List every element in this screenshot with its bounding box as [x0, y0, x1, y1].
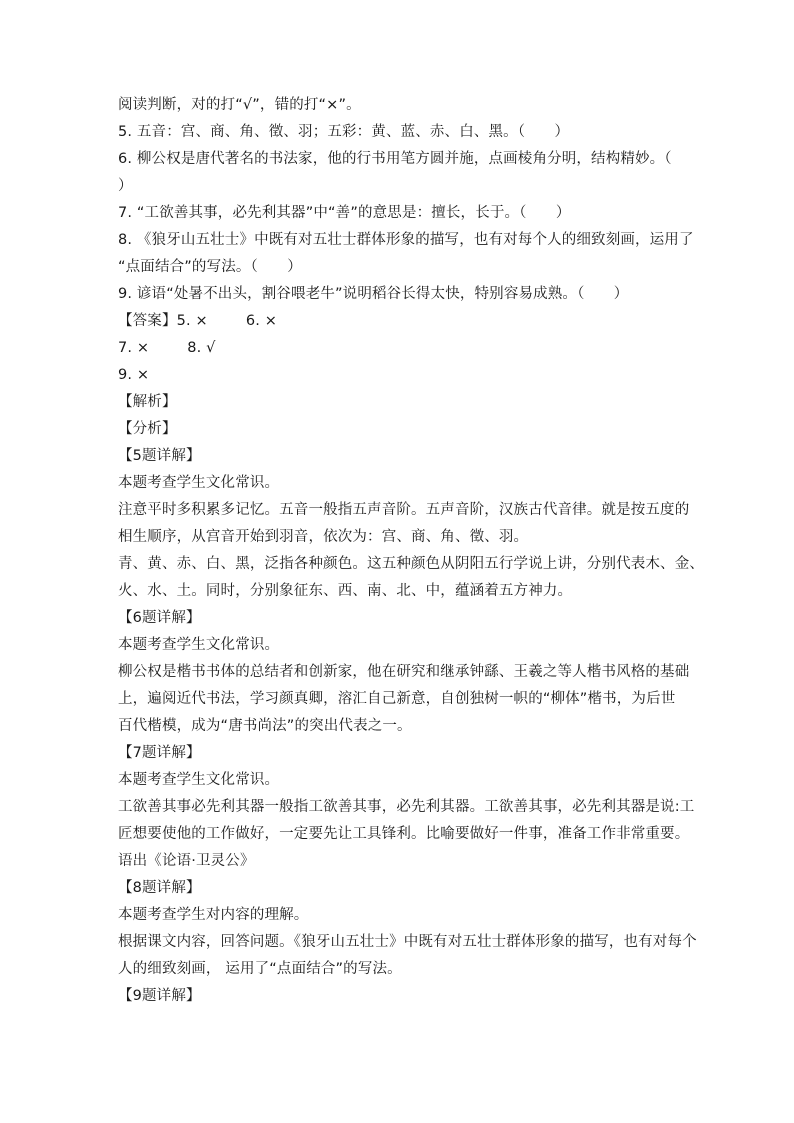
q5-line: 火、水、土。同时，分别象征东、西、南、北、中，蕴涵着五方神力。 — [118, 583, 573, 599]
q6-heading: 【6题详解】 — [118, 610, 201, 626]
q9-heading: 【9题详解】 — [118, 988, 201, 1004]
q7-line: 工欲善其事必先利其器一般指工欲善其事，必先利其器。工欲善其事，必先利其器是说:工 — [118, 799, 695, 815]
q7-line: 本题考查学生文化常识。 — [118, 772, 280, 788]
answer-6: 6. × — [245, 313, 278, 329]
instruction-text: 阅读判断，对的打“√”，错的打“×”。 — [118, 97, 361, 113]
q7-heading: 【7题详解】 — [118, 745, 201, 761]
answer-8: 8. √ — [187, 340, 216, 356]
q5-line: 相生顺序，从宫音开始到羽音，依次为：宫、商、角、徵、羽。 — [118, 529, 529, 545]
question-8: 8. 《狼牙山五壮士》中既有对五壮士群体形象的描写，也有对每个人的细致刻画，运用了 — [118, 232, 694, 248]
q5-line: 青、黄、赤、白、黑，泛指各种颜色。这五种颜色从阴阳五行学说上讲，分别代表木、金、 — [118, 556, 704, 572]
q8-heading: 【8题详解】 — [118, 880, 201, 896]
answer-label: 【答案】 — [118, 313, 177, 329]
q6-line: 柳公权是楷书书体的总结者和创新家，他在研究和继承钟繇、王羲之等人楷书风格的基础 — [118, 664, 690, 680]
q5-line: 本题考查学生文化常识。 — [118, 475, 280, 491]
q5-heading: 【5题详解】 — [118, 448, 201, 464]
q8-line: 人的细致刻画， 运用了“点面结合”的写法。 — [118, 961, 402, 977]
analysis-heading: 【解析】 — [118, 394, 177, 410]
q6-line: 本题考查学生文化常识。 — [118, 637, 280, 653]
q8-line: 根据课文内容，回答问题。《狼牙山五壮士》中既有对五壮士群体形象的描写，也有对每个 — [118, 934, 697, 950]
q7-line: 匠想要使他的工作做好，一定要先让工具锋利。比喻要做好一件事，准备工作非常重要。 — [118, 826, 690, 842]
q5-line: 注意平时多积累多记忆。五音一般指五声音阶。五声音阶，汉族古代音律。就是按五度的 — [118, 502, 690, 518]
question-7: 7. “工欲善其事，必先利其器”中“善”的意思是：擅长，长于。（ ） — [118, 205, 571, 221]
question-8-continued: “点面结合”的写法。（ ） — [118, 259, 302, 275]
q7-line: 语出《论语·卫灵公》 — [118, 853, 255, 869]
question-6: 6. 柳公权是唐代著名的书法家，他的行书用笔方圆并施，点画棱角分明，结构精妙。（ — [118, 151, 672, 167]
answer-line-1 — [118, 308, 678, 335]
q6-line: 百代楷模，成为“唐书尚法”的突出代表之一。 — [118, 718, 412, 734]
answer-7: 7. × — [118, 340, 150, 356]
answer-line-2 — [118, 335, 678, 362]
answer-9: 9. × — [118, 367, 150, 383]
q6-line: 上，遍阅近代书法，学习颜真卿，溶汇自己新意，自创独树一帜的“柳体”楷书，为后世 — [118, 691, 676, 707]
question-6-continued: ） — [118, 178, 133, 194]
answer-5: 5. × — [176, 313, 208, 329]
q8-line: 本题考查学生对内容的理解。 — [118, 907, 309, 923]
document-page — [118, 92, 704, 1010]
fenxi-heading: 【分析】 — [118, 421, 177, 437]
question-9: 9. 谚语“处暑不出头，割谷喂老牛”说明稻谷长得太快，特别容易成熟。（ ） — [118, 286, 629, 302]
question-5: 5. 五音：宫、商、角、徵、羽；五彩：黄、蓝、赤、白、黑。（ ） — [118, 124, 570, 140]
